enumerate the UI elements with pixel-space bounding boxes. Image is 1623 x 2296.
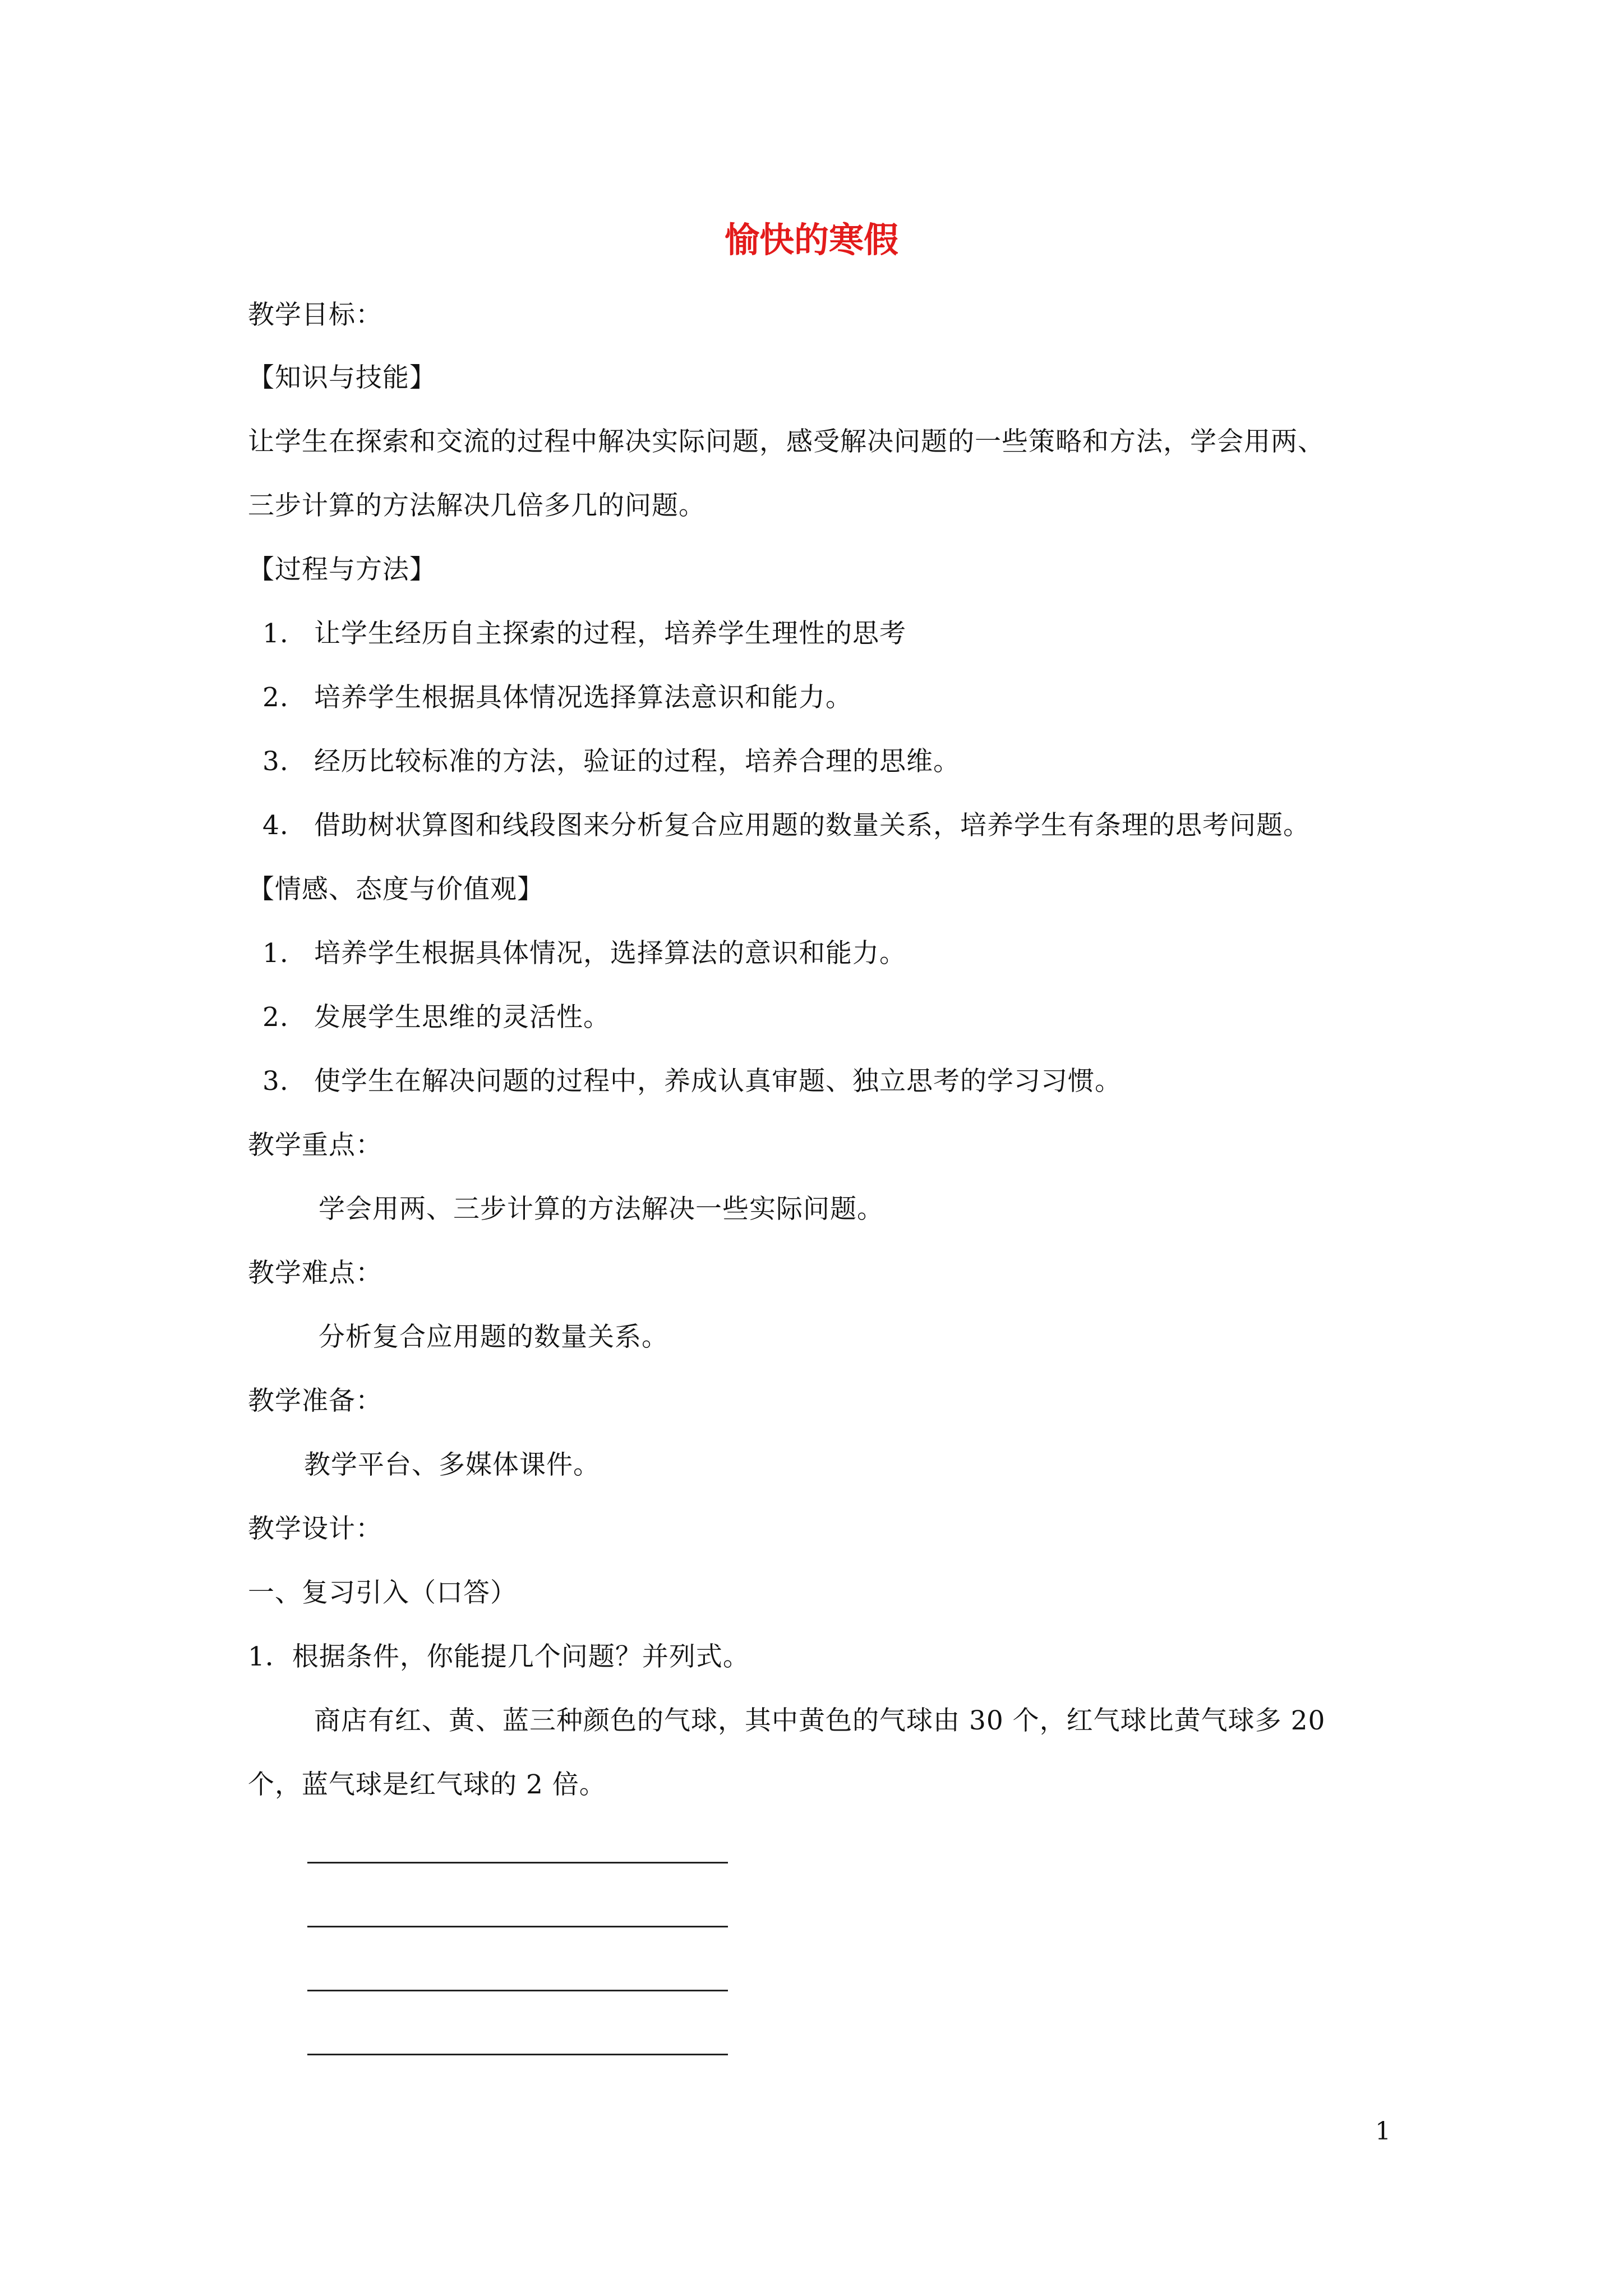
process-item [262, 745, 960, 779]
knowledge-text-line1: 让学生在探索和交流的过程中解决实际问题，感受解决问题的一些策略和方法，学会用两、 [248, 426, 1325, 457]
process-item-number: 4. [262, 810, 289, 841]
emotion-heading: 【情感、态度与价值观】 [248, 874, 544, 905]
key-points-text: 学会用两、三步计算的方法解决一些实际问题。 [319, 1194, 884, 1225]
emotion-item [262, 937, 906, 970]
process-item [262, 809, 1310, 843]
emotion-item-number: 3. [262, 1066, 289, 1097]
process-item-text: 借助树状算图和线段图来分析复合应用题的数量关系，培养学生有条理的思考问题。 [314, 810, 1310, 841]
document-title: 愉快的寒假 [724, 219, 898, 260]
knowledge-heading: 【知识与技能】 [248, 362, 436, 393]
difficulties-text: 分析复合应用题的数量关系。 [319, 1322, 668, 1352]
process-item-number: 2. [262, 682, 289, 713]
goals-heading: 教学目标： [248, 300, 382, 330]
knowledge-text-line2: 三步计算的方法解决几倍多几的问题。 [248, 490, 706, 521]
emotion-item-text: 发展学生思维的灵活性。 [314, 1002, 610, 1033]
difficulties-heading: 教学难点： [248, 1258, 382, 1289]
page-number: 1 [1375, 2117, 1391, 2146]
emotion-item [262, 1001, 610, 1034]
answer-blank-line[interactable] [307, 1926, 728, 1927]
answer-blank-line[interactable] [307, 1990, 728, 1991]
emotion-item-number: 2. [262, 1002, 289, 1033]
process-item [262, 617, 906, 651]
process-item-text: 培养学生根据具体情况选择算法意识和能力。 [314, 682, 852, 713]
problem-text-line2: 个，蓝气球是红气球的 2 倍。 [248, 1769, 606, 1800]
answer-blank-line[interactable] [307, 2054, 728, 2055]
key-points-heading: 教学重点： [248, 1130, 382, 1161]
section-heading: 一、复习引入（口答） [248, 1577, 517, 1608]
design-heading: 教学设计： [248, 1513, 382, 1544]
answer-blank-line[interactable] [307, 1862, 728, 1864]
preparation-heading: 教学准备： [248, 1386, 382, 1416]
problem-text-line1: 商店有红、黄、蓝三种颜色的气球，其中黄色的气球由 30 个，红气球比黄气球多 20 [314, 1705, 1326, 1736]
process-item-text: 经历比较标准的方法，验证的过程，培养合理的思维。 [314, 746, 960, 777]
emotion-item-text: 使学生在解决问题的过程中，养成认真审题、独立思考的学习习惯。 [314, 1066, 1122, 1097]
emotion-item [262, 1065, 1122, 1098]
process-item [262, 681, 852, 715]
emotion-item-text: 培养学生根据具体情况，选择算法的意识和能力。 [314, 938, 906, 969]
process-heading: 【过程与方法】 [248, 554, 436, 585]
process-item-text: 让学生经历自主探索的过程，培养学生理性的思考 [314, 618, 906, 649]
process-item-number: 1. [262, 618, 289, 649]
emotion-item-number: 1. [262, 938, 289, 969]
preparation-text: 教学平台、多媒体课件。 [304, 1450, 600, 1480]
process-item-number: 3. [262, 746, 289, 777]
question-text: 1．根据条件，你能提几个问题？并列式。 [248, 1641, 750, 1672]
